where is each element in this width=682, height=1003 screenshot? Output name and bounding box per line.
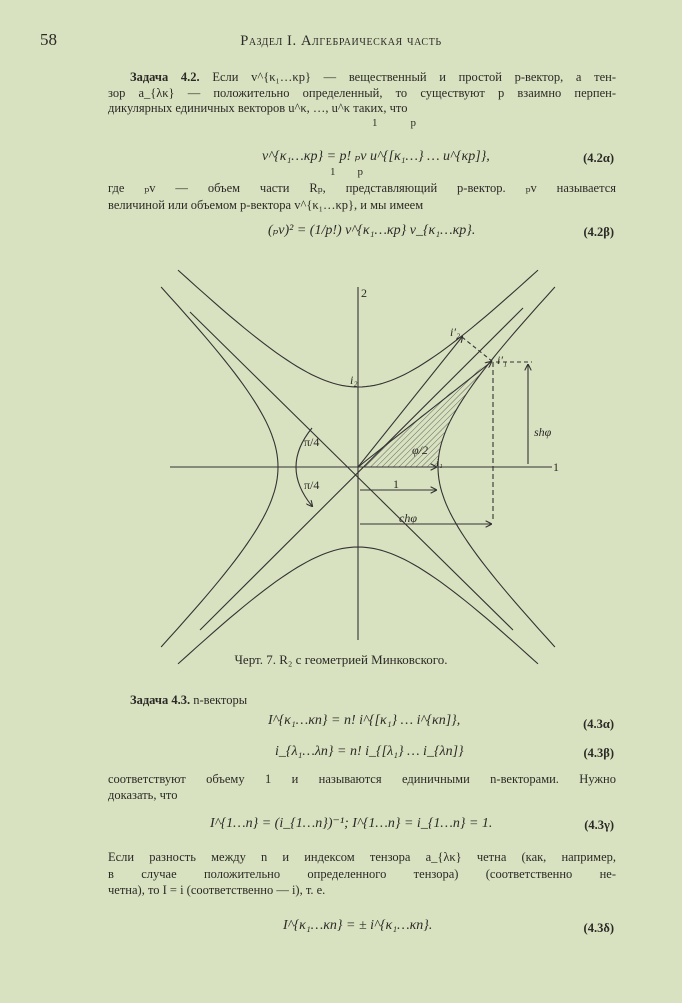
problem-intro: n-векторы [193,693,248,707]
label-one: 1 [393,477,399,491]
label-i1: i₁ [436,457,443,469]
axis-y-label: 2 [361,286,367,300]
label-i1-prime: i′₁ [497,353,508,367]
page-number: 58 [40,30,57,49]
formula-4-3d: I^{κ₁…κn} = ± i^{κ₁…κn}. [283,918,433,933]
equation-number: (4.3γ) [584,818,614,832]
formula-4-3b: i_{λ₁…λn} = n! i_{[λ₁} … i_{λn]} [275,744,464,759]
asymptote [190,312,513,630]
formula-4-2b: (ₚv)² = (1/p!) v^{κ₁…κp} v_{κ₁…κp}. [268,223,476,238]
label-angle-top: π/4 [304,435,320,449]
text-line: зор a_{λκ} — положительно определенный, то существуют p взаимно перпен- [108,86,616,100]
problem-label: Задача 4.2. [130,70,200,84]
text-line: доказать, что [108,788,178,802]
asymptote [200,308,523,630]
equation-number: (4.2β) [583,225,614,239]
label-phi-half: φ/2 [412,443,428,457]
label-sh: shφ [534,425,552,439]
formula-4-3c: I^{1…n} = (i_{1…n})⁻¹; I^{1…n} = i_{1…n} = 1. [210,816,493,831]
label-ch: chφ [399,511,417,525]
formula-4-3a: I^{κ₁…κn} = n! i^{[κ₁} … i^{κn]}, [268,713,461,728]
problem-label: Задача 4.3. [130,693,191,707]
text-line: Если v^{κ₁…κp} — вещественный и простой p-вектор, а тен- [212,70,616,84]
text-line: величиной или объемом p-вектора v^{κ₁…κp}, и мы имеем [108,198,424,212]
text-line: в случае положительно определенного тензора) (соответственно не- [108,867,616,881]
text-line: дикулярных единичных векторов u^κ, …, u^κ таких, что [108,101,408,115]
text-line: четна), то I = i (соответственно — i), т. е. [108,883,326,897]
equation-number: (4.3β) [583,746,614,760]
formula-4-2a: v^{κ₁…κp} = p! ₚv u^{[κ₁…} … u^{κp]}, [262,149,490,164]
figure-caption: Черт. 7. R₂ с геометрией Минковского. [234,652,448,667]
label-i2: i₂ [350,373,358,387]
equation-number: (4.3α) [583,717,614,731]
label-i2-prime: i′₂ [450,325,461,339]
text-line: где ₚv — объем части Rₚ, представляющий p-вектор. ₚv называется [108,181,616,195]
text-line: соответствуют объему 1 и называются единичными n-векторами. Нужно [108,772,616,786]
equation-number: (4.3δ) [583,921,614,935]
text-line: Если разность между n и индексом тензора a_{λκ} четна (как, например, [108,850,616,864]
running-header: Раздел I. Алгебраическая часть [240,33,442,49]
under-indices: 1 p [372,117,416,129]
formula-under-indices: 1 p [330,166,363,178]
label-angle-bottom: π/4 [304,478,320,492]
axis-x-label: 1 [553,460,559,474]
equation-number: (4.2α) [583,151,614,165]
